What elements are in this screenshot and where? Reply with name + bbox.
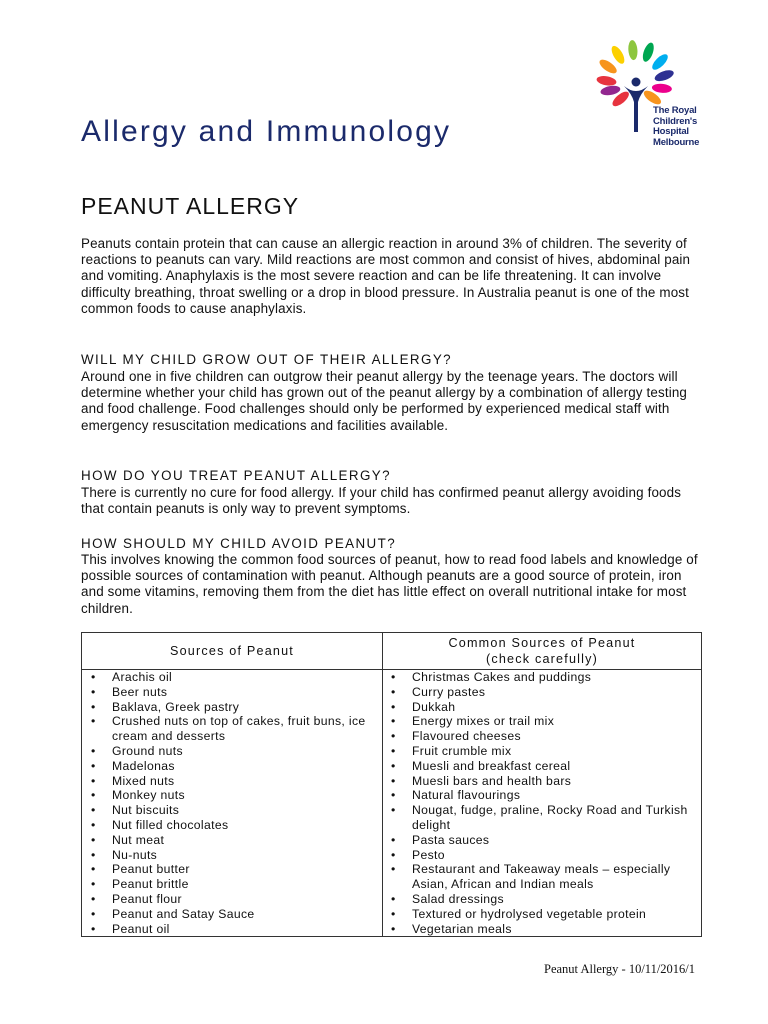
- list-item: • Textured or hydrolysed vegetable protein: [391, 907, 701, 922]
- list-item: • Muesli and breakfast cereal: [391, 759, 701, 774]
- list-item: • Peanut butter: [91, 862, 382, 877]
- section-body-treat: There is currently no cure for food allergy. If your child has confirmed peanut allergy avoiding foods that contain peanuts is only way to prevent symptoms.: [81, 485, 682, 517]
- list-item: • Madelonas: [91, 759, 382, 774]
- list-item: • Crushed nuts on top of cakes, fruit buns, ice cream and desserts: [91, 714, 382, 744]
- list-item: • Restaurant and Takeaway meals – especially Asian, African and Indian meals: [391, 862, 701, 892]
- section-heading-treat: HOW DO YOU TREAT PEANUT ALLERGY?: [81, 468, 391, 483]
- list-item: • Baklava, Greek pastry: [91, 700, 382, 715]
- section-body-avoid: This involves knowing the common food sources of peanut, how to read food labels and knowledge of possible sources of contamination with peanut. Although peanuts are a good source of protein, iron and some vitamins, removing them from the diet has little effect on overall nutritional intake for most children.: [81, 552, 698, 616]
- intro-paragraph: Peanuts contain protein that can cause an allergic reaction in around 3% of children. The severity of reactions to peanuts can vary. Mild reactions are most common and consist of hives, abdominal pain and vomiting. Anaphylaxis is the most severe reaction and can be life threatening. It can involve difficulty breathing, throat swelling or a drop in blood pressure. In Australia peanut is one of the most common foods to cause anaphylaxis.: [81, 236, 691, 316]
- table-row: [82, 670, 702, 937]
- list-item: • Dukkah: [391, 700, 701, 715]
- list-item: • Monkey nuts: [91, 788, 382, 803]
- list-item: • Nut filled chocolates: [91, 818, 382, 833]
- list-item: • Beer nuts: [91, 685, 382, 700]
- logo-leaf: [596, 75, 617, 87]
- document-title: PEANUT ALLERGY: [81, 193, 300, 219]
- logo-line: The Royal: [653, 105, 697, 116]
- list-item: • Natural flavourings: [391, 788, 701, 803]
- section-heading-avoid: HOW SHOULD MY CHILD AVOID PEANUT?: [81, 536, 397, 551]
- list-item: • Muesli bars and health bars: [391, 774, 701, 789]
- list-item: • Pasta sauces: [391, 833, 701, 848]
- department-title: Allergy and Immunology: [81, 115, 452, 148]
- list-item: • Peanut flour: [91, 892, 382, 907]
- section-heading-outgrow: WILL MY CHILD GROW OUT OF THEIR ALLERGY?: [81, 352, 452, 367]
- logo-figure-head: [632, 78, 641, 87]
- logo-line: Melbourne: [653, 136, 700, 148]
- logo-leaf: [600, 84, 621, 96]
- common-sources-cell: [383, 670, 702, 937]
- list-item: • Nut biscuits: [91, 803, 382, 818]
- logo-leaf: [597, 57, 619, 76]
- list-item: • Curry pastes: [391, 685, 701, 700]
- column-header-common-sources: [383, 633, 702, 670]
- hospital-logo: [596, 36, 716, 156]
- common-sources-list: [383, 670, 701, 936]
- list-item: • Flavoured cheeses: [391, 729, 701, 744]
- logo-leaf: [609, 44, 627, 66]
- logo-line: Children's: [653, 115, 698, 127]
- list-item: • Fruit crumble mix: [391, 744, 701, 759]
- list-item: • Mixed nuts: [91, 774, 382, 789]
- logo-leaf: [652, 83, 673, 94]
- list-item: • Peanut brittle: [91, 877, 382, 892]
- list-item: • Vegetarian meals: [391, 922, 701, 937]
- logo-leaf: [650, 52, 671, 73]
- list-item: • Energy mixes or trail mix: [391, 714, 701, 729]
- list-item: • Nut meat: [91, 833, 382, 848]
- list-item: • Christmas Cakes and puddings: [391, 670, 701, 685]
- column-header-line: (check carefully): [485, 652, 599, 666]
- list-item: • Arachis oil: [91, 670, 382, 685]
- peanut-sources-table: [81, 632, 702, 937]
- column-header-line: Common Sources of Peanut: [448, 636, 636, 650]
- list-item: • Nougat, fudge, praline, Rocky Road and Turkish delight: [391, 803, 701, 833]
- logo-leaf: [628, 40, 639, 61]
- table-header-row: [82, 633, 702, 670]
- column-header-sources: Sources of Peanut: [82, 633, 383, 670]
- logo-text: [653, 106, 699, 148]
- page-footer: Peanut Allergy - 10/11/2016/1: [544, 962, 696, 976]
- sources-cell: [82, 670, 383, 937]
- logo-leaf: [653, 68, 675, 83]
- list-item: • Peanut oil: [91, 922, 382, 937]
- list-item: • Ground nuts: [91, 744, 382, 759]
- list-item: • Salad dressings: [391, 892, 701, 907]
- list-item: • Nu-nuts: [91, 848, 382, 863]
- list-item: • Pesto: [391, 848, 701, 863]
- list-item: • Peanut and Satay Sauce: [91, 907, 382, 922]
- section-body-outgrow: Around one in five children can outgrow their peanut allergy by the teenage years. The doctors will determine whether your child has grown out of the peanut allergy by a combination of allergy testing and food challenge. Food challenges should only be performed by experienced medical staff with emergency resuscitation medications and facilities available.: [81, 369, 688, 433]
- logo-leaf: [641, 41, 656, 63]
- logo-line: Hospital: [653, 126, 689, 137]
- sources-list: [82, 670, 382, 936]
